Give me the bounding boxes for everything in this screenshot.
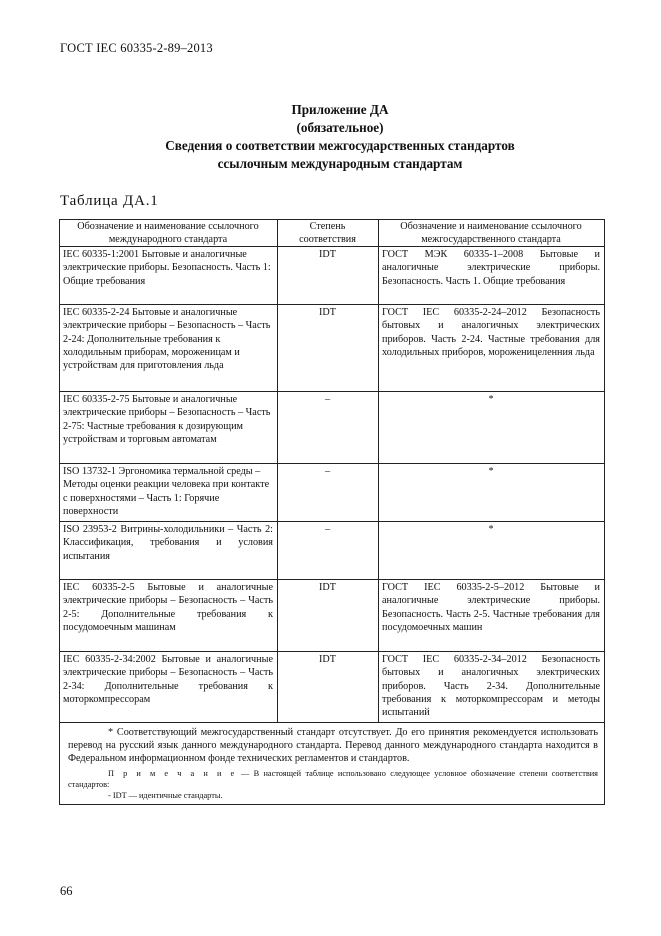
note-label: П р и м е ч а н и е: [108, 768, 237, 778]
degree-cell: IDT: [278, 580, 379, 652]
correspondence-table: [59, 219, 605, 805]
national-standard-cell: ГОСТ МЭК 60335-1–2008 Бытовые и аналогичные электрические приборы. Безопасность. Часть 1. Общие требования: [379, 247, 605, 305]
note-item: - IDT — идентичные стандарты.: [108, 790, 223, 800]
table-row: [60, 247, 605, 305]
intl-standard-cell: IEC 60335-2-5 Бытовые и аналогичные электрические приборы – Безопасность – Часть 2-5: Дополнительные требования к посудомоечным машинам: [60, 580, 278, 652]
appendix-status: (обязательное): [296, 120, 384, 135]
table-footnote-row: [60, 723, 605, 805]
intl-standard-cell: IEC 60335-2-75 Бытовые и аналогичные электрические приборы – Безопасность – Часть 2-75: Частные требования к дозирующим устройствам и торговым автоматам: [60, 392, 278, 464]
footnote-text: * Соответствующий межгосударственный стандарт отсутствует. До его принятия рекомендуется использовать перевод на русский язык данного международного стандарта. Перевод данного международного стандарта находится в Федеральном информационном фонде технических регламентов и стандартов.: [68, 727, 598, 765]
degree-cell: IDT: [278, 247, 379, 305]
table-row: [60, 522, 605, 580]
intl-standard-cell: ISO 13732-1 Эргономика термальной среды – Методы оценки реакции человека при контакте с поверхностями – Часть 1: Горячие поверхности: [60, 464, 278, 522]
header-national-standard: Обозначение и наименование ссылочного межгосударственного стандарта: [379, 220, 605, 247]
note-text: — В настоящей таблице использовано следующее условное обозначение степени соответствия стандартов:: [68, 768, 598, 789]
page-number: 66: [60, 884, 73, 898]
appendix-heading: [60, 101, 620, 173]
degree-cell: IDT: [278, 305, 379, 392]
table-row: [60, 580, 605, 652]
appendix-subtitle-line1: Сведения о соответствии межгосударственных стандартов: [165, 138, 515, 153]
degree-cell: IDT: [278, 652, 379, 723]
national-standard-cell: ГОСТ IEC 60335-2-24–2012 Безопасность бытовых и аналогичных электрических приборов. Часть 2-24. Частные требования для холодильных приборов, мороженицеленния льда: [379, 305, 605, 392]
header-international-standard: Обозначение и наименование ссылочного международного стандарта: [60, 220, 278, 247]
degree-cell: –: [278, 392, 379, 464]
table-row: [60, 464, 605, 522]
national-standard-cell: *: [379, 522, 605, 580]
appendix-title: Приложение ДА: [291, 102, 389, 117]
national-standard-cell: *: [379, 464, 605, 522]
table-footnote-cell: [60, 723, 605, 805]
intl-standard-cell: ISO 23953-2 Витрины-холодильники – Часть 2: Классификация, требования и условия испытания: [60, 522, 278, 580]
table-row: [60, 652, 605, 723]
degree-cell: –: [278, 522, 379, 580]
national-standard-cell: *: [379, 392, 605, 464]
header-degree: Степень соответствия: [278, 220, 379, 247]
intl-standard-cell: IEC 60335-2-24 Бытовые и аналогичные электрические приборы – Безопасность – Часть 2-24: Дополнительные требования к холодильным приборам, мороженицам и устройствам для приготовления льда: [60, 305, 278, 392]
intl-standard-cell: IEC 60335-1:2001 Бытовые и аналогичные электрические приборы. Безопасность. Часть 1: Общие требования: [60, 247, 278, 305]
table-note: [68, 768, 598, 790]
intl-standard-cell: IEC 60335-2-34:2002 Бытовые и аналогичные электрические приборы – Безопасность – Часть 2-34: Дополнительные требования к моторкомпрессорам: [60, 652, 278, 723]
appendix-subtitle-line2: ссылочным международным стандартам: [217, 156, 463, 171]
table-header-row: [60, 220, 605, 247]
table-caption: Таблица ДА.1: [60, 193, 159, 209]
national-standard-cell: ГОСТ IEC 60335-2-34–2012 Безопасность бытовых и аналогичных электрических приборов. Часть 2-34. Дополнительные требования к моторкомпрессорам и методы испытаний: [379, 652, 605, 723]
table-row: [60, 305, 605, 392]
table-row: [60, 392, 605, 464]
degree-cell: –: [278, 464, 379, 522]
document-header: ГОСТ IEC 60335-2-89–2013: [60, 41, 213, 55]
national-standard-cell: ГОСТ IEC 60335-2-5–2012 Бытовые и аналогичные электрические приборы. Безопасность. Часть 2-5. Частные требования для посудомоечных машин: [379, 580, 605, 652]
